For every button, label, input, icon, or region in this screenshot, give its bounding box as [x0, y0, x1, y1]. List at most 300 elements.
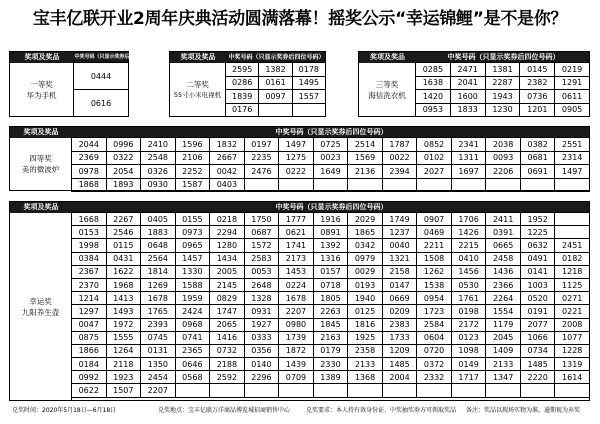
prize4-number: 0681 — [520, 151, 555, 165]
prize3-number: 2287 — [485, 76, 520, 90]
prize4-number: 2136 — [348, 165, 383, 179]
prize4-number: 1275 — [279, 151, 314, 165]
prize5-number: 1409 — [486, 344, 521, 357]
prize5-row — [72, 292, 590, 305]
prize5-number: 1777 — [279, 213, 314, 226]
prize5-number — [520, 384, 555, 397]
prize5-number: 0646 — [175, 358, 210, 371]
prize4-number — [486, 178, 521, 192]
prize5-number: 1457 — [175, 252, 210, 265]
prize5-number: 1485 — [520, 358, 555, 371]
prize4-header-label: 奖项及奖品 — [23, 128, 59, 136]
prize4-number — [451, 178, 486, 192]
prize2-numbers — [225, 62, 326, 117]
prize5-number: 0621 — [279, 226, 314, 239]
prize4-number: 1596 — [175, 138, 210, 152]
prize3-number: 0219 — [555, 63, 590, 77]
prize4-row — [72, 138, 590, 152]
prize3-number: 2471 — [450, 63, 485, 77]
prize5-row — [72, 318, 590, 331]
prize3-number: 0285 — [416, 63, 451, 77]
prize5-number: 1209 — [382, 344, 417, 357]
prize5-number: 0891 — [313, 226, 348, 239]
prize3-header-label: 奖项及奖品 — [370, 53, 405, 61]
footer-note: 备注：奖品以现场实物为准，逾期视为弃奖 — [466, 407, 581, 414]
prize5-number: 1765 — [141, 305, 176, 318]
prize5-number: 1316 — [313, 252, 348, 265]
prize2-number: 2595 — [226, 63, 259, 77]
prize5-number: 0405 — [141, 213, 176, 226]
prize3-number: 0736 — [520, 90, 555, 104]
prize4-number: 0403 — [210, 178, 245, 192]
prize4-number: 0691 — [520, 165, 555, 179]
prize5-number: 0153 — [72, 226, 107, 239]
prize5-row — [72, 331, 590, 344]
prize5-number: 1622 — [106, 265, 141, 278]
prize5-number — [244, 384, 279, 397]
prize5-number: 1297 — [72, 305, 107, 318]
prize5-number: 1968 — [106, 278, 141, 291]
prize5-number: 0980 — [279, 318, 314, 331]
prize5-number: 0184 — [72, 358, 107, 371]
prize5-number: 1456 — [451, 265, 486, 278]
prize4-numbers-header: 中奖号码（只显示奖券后四位号码） — [275, 128, 388, 136]
prize5-number: 1614 — [555, 371, 590, 384]
prize5-number: 0218 — [210, 213, 245, 226]
prize5-number: 0224 — [279, 278, 314, 291]
prize5-number: 1179 — [486, 318, 521, 331]
prize5-number: 1264 — [106, 344, 141, 357]
prize5-number: 1538 — [417, 278, 452, 291]
prize2-number: 1382 — [259, 63, 292, 77]
prize5-number: 1845 — [313, 318, 348, 331]
prize3-row — [416, 63, 590, 77]
prize4-number: 0852 — [417, 138, 452, 152]
prize5-number: 0372 — [417, 358, 452, 371]
prize2-number: 0176 — [226, 103, 259, 117]
prize5-number: 1866 — [72, 344, 107, 357]
prize4-number: 1893 — [106, 178, 141, 192]
prize5-number: 1368 — [348, 371, 383, 384]
prize5-number: 1280 — [210, 239, 245, 252]
prize5-number: 2458 — [486, 252, 521, 265]
prize2-number: 1495 — [292, 76, 325, 90]
prize5-number: 0973 — [175, 226, 210, 239]
prize3-row — [416, 103, 590, 117]
prize5-number: 1959 — [175, 292, 210, 305]
prize5-number: 2211 — [417, 239, 452, 252]
prize5-number: 2005 — [210, 265, 245, 278]
prize3-number: 1381 — [485, 63, 520, 77]
prize5-number: 1749 — [382, 213, 417, 226]
prize4-number: 0197 — [244, 138, 279, 152]
prize5-number: 2564 — [141, 252, 176, 265]
prize5-number: 1453 — [279, 265, 314, 278]
prize5-number: 2133 — [348, 358, 383, 371]
prize4-row — [72, 151, 590, 165]
prize1-numbers — [73, 62, 129, 117]
prize5-number: 2393 — [141, 318, 176, 331]
prize5-number: 2207 — [279, 305, 314, 318]
prize5-number: 1328 — [244, 292, 279, 305]
prize4-number: 1497 — [279, 138, 314, 152]
prize5-number: 1814 — [141, 265, 176, 278]
prize5-number: 1485 — [382, 358, 417, 371]
prize3-number: 1291 — [555, 76, 590, 90]
prize5-number: 1747 — [210, 305, 245, 318]
prize5-number — [175, 384, 210, 397]
prize5-number: 1761 — [451, 292, 486, 305]
prize4-gift: 美的微波炉 — [21, 165, 60, 174]
prize4-number: 2514 — [348, 138, 383, 152]
prize5-number: 0155 — [175, 213, 210, 226]
prize5-number: 2045 — [486, 331, 521, 344]
prize5-row — [72, 384, 590, 397]
prize5-number: 2264 — [486, 292, 521, 305]
prize5-number: 2454 — [141, 371, 176, 384]
prize5-number: 2207 — [141, 384, 176, 397]
prize2-label-cell — [170, 63, 226, 116]
prize5-number: 0632 — [520, 239, 555, 252]
prize5-number: 1066 — [520, 331, 555, 344]
prize1-label-cell — [10, 63, 74, 116]
prize5-number: 2029 — [348, 213, 383, 226]
prize5-number: 0734 — [520, 344, 555, 357]
prize2-row — [226, 76, 326, 90]
prize5-number: 0141 — [520, 265, 555, 278]
prize2-row — [226, 90, 326, 104]
prize4-block — [9, 126, 590, 191]
prize4-name: 四等奖 — [29, 154, 52, 163]
prize5-number: 1330 — [175, 265, 210, 278]
prize5-number: 1678 — [279, 292, 314, 305]
prize3-number: 0611 — [555, 90, 590, 104]
prize5-row — [72, 344, 590, 357]
prize5-number: 1416 — [210, 331, 245, 344]
prize5-number: 0520 — [520, 292, 555, 305]
prize5-number: 1678 — [141, 292, 176, 305]
prize5-number: 1750 — [244, 213, 279, 226]
prize5-number: 2065 — [210, 318, 245, 331]
prize5-number: 1816 — [348, 318, 383, 331]
prize4-number — [555, 178, 590, 192]
prize5-number: 1389 — [313, 371, 348, 384]
prize4-number: 2206 — [486, 165, 521, 179]
prize5-number: 0131 — [141, 344, 176, 357]
prize5-number: 0115 — [106, 239, 141, 252]
prize4-number: 0222 — [279, 165, 314, 179]
prize2-number — [259, 103, 292, 117]
prize5-number: 1972 — [106, 318, 141, 331]
prize4-number: 1569 — [348, 151, 383, 165]
prize5-number: 0221 — [555, 305, 590, 318]
prize5-number: 0179 — [313, 344, 348, 357]
prize4-number: 0102 — [417, 151, 452, 165]
prize5-number: 1439 — [279, 358, 314, 371]
prize5-number: 1436 — [486, 265, 521, 278]
prize5-number: 0965 — [175, 239, 210, 252]
prize5-number: 2583 — [244, 252, 279, 265]
prize5-number: 2008 — [555, 318, 590, 331]
prize4-number — [279, 178, 314, 192]
prize5-number: 2267 — [106, 213, 141, 226]
prize3-block — [358, 51, 590, 117]
prize5-number: 0342 — [348, 239, 383, 252]
prize3-number: 1943 — [485, 90, 520, 104]
prize4-number — [348, 178, 383, 192]
footer-place: 兑奖地点：宝丰亿联万洋商品博览城招商销售中心 — [158, 407, 291, 414]
prize5-number — [348, 384, 383, 397]
prize5-number: 0669 — [382, 292, 417, 305]
prize5-number: 1872 — [279, 344, 314, 357]
prize5-number: 0745 — [141, 331, 176, 344]
prize3-number: 1201 — [520, 103, 555, 117]
prize5-name: 幸运奖 — [29, 296, 52, 306]
prize2-gift: 55寸小米电视机 — [173, 90, 222, 99]
prize5-number: 2263 — [313, 305, 348, 318]
prize5-number: 2158 — [382, 265, 417, 278]
prize5-number: 0604 — [417, 331, 452, 344]
prize5-number: 0198 — [451, 305, 486, 318]
prize5-number: 0992 — [72, 371, 107, 384]
prize5-number: 0047 — [72, 318, 107, 331]
prize5-number — [382, 384, 417, 397]
prize2-number: 0286 — [226, 76, 259, 90]
prize5-number: 0140 — [244, 358, 279, 371]
prize2-number: 0178 — [292, 63, 325, 77]
prize5-number: 2215 — [451, 239, 486, 252]
prize5-number: 0053 — [244, 265, 279, 278]
prize3-number: 0145 — [520, 63, 555, 77]
prize4-number: 0725 — [313, 138, 348, 152]
prize4-number: 2038 — [486, 138, 521, 152]
prize2-row — [226, 63, 326, 77]
prize5-number: 1237 — [382, 226, 417, 239]
prize4-number: 1311 — [451, 151, 486, 165]
prize2-number: 0161 — [259, 76, 292, 90]
prize4-number: 2548 — [141, 151, 176, 165]
prize5-number: 0979 — [348, 252, 383, 265]
prize5-number: 1865 — [348, 226, 383, 239]
prize4-number: 1649 — [313, 165, 348, 179]
prize5-number: 2163 — [313, 331, 348, 344]
prize5-number: 1225 — [520, 226, 555, 239]
prize5-number: 2451 — [555, 239, 590, 252]
prize5-number: 0968 — [175, 318, 210, 331]
prize5-number: 1916 — [313, 213, 348, 226]
prize5-number: 1717 — [451, 371, 486, 384]
prize5-number: 1077 — [555, 331, 590, 344]
prize5-number: 2173 — [279, 252, 314, 265]
prize5-number: 2383 — [382, 318, 417, 331]
prize5-number: 0157 — [313, 265, 348, 278]
prize5-number: 1392 — [313, 239, 348, 252]
prize3-number: 0905 — [555, 103, 590, 117]
prize5-row — [72, 213, 590, 226]
prize5-number: 1925 — [348, 331, 383, 344]
prize5-number: 0193 — [348, 278, 383, 291]
prize1-name: 一等奖 — [30, 79, 53, 89]
prize4-number: 0093 — [486, 151, 521, 165]
prize5-number: 0622 — [72, 384, 107, 397]
prize4-number: 0382 — [520, 138, 555, 152]
prize4-number: 2551 — [555, 138, 590, 152]
prize5-number: 2546 — [106, 226, 141, 239]
prize3-row — [416, 90, 590, 104]
prize4-number: 2054 — [106, 165, 141, 179]
prize3-number: 2041 — [450, 76, 485, 90]
prize5-number: 1741 — [279, 239, 314, 252]
prize5-number — [210, 384, 245, 397]
prize3-number: 1833 — [450, 103, 485, 117]
prize5-number: 1733 — [382, 331, 417, 344]
prize5-row — [72, 239, 590, 252]
prize4-number — [313, 178, 348, 192]
prize5-number: 2366 — [486, 278, 521, 291]
prize4-row — [72, 178, 590, 192]
footer-time: 兑奖时间：2020年5月18日—6月18日 — [12, 407, 117, 414]
prize3-label-cell — [359, 63, 416, 116]
prize4-number: 0023 — [313, 151, 348, 165]
prize5-number: 2332 — [417, 371, 452, 384]
prize4-number: 2044 — [72, 138, 107, 152]
prize5-number: 2424 — [175, 305, 210, 318]
prize5-number: 0384 — [72, 252, 107, 265]
prize4-number: 0022 — [382, 151, 417, 165]
page-title: 宝丰亿联开业2周年庆典活动圆满落幕！摇奖公示“幸运锦鲤”是不是你？ — [32, 9, 568, 29]
prize5-number: 1228 — [555, 344, 590, 357]
prize5-number: 2648 — [244, 278, 279, 291]
prize5-number: 0191 — [520, 305, 555, 318]
prize5-number: 2358 — [348, 344, 383, 357]
prize5-number: 1426 — [451, 226, 486, 239]
prize5-number: 0391 — [486, 226, 521, 239]
prize5-row — [72, 226, 590, 239]
prize5-number: 1940 — [348, 292, 383, 305]
prize5-number: 1723 — [417, 305, 452, 318]
prize5-number: 1262 — [417, 265, 452, 278]
prize4-number: 2476 — [244, 165, 279, 179]
prize4-label-cell — [10, 138, 72, 190]
prize5-number: 0491 — [520, 252, 555, 265]
prize5-number: 1321 — [382, 252, 417, 265]
prize5-number: 1706 — [451, 213, 486, 226]
prize4-number: 2341 — [451, 138, 486, 152]
prize5-number: 2188 — [210, 358, 245, 371]
prize4-numbers — [71, 137, 590, 192]
prize5-number — [555, 213, 590, 226]
prize5-number: 1998 — [72, 239, 107, 252]
prize5-number — [451, 384, 486, 397]
prize5-number: 1269 — [141, 278, 176, 291]
prize4-number: 1868 — [72, 178, 107, 192]
prize5-number — [486, 384, 521, 397]
prize1-number: 0616 — [74, 90, 129, 117]
prize4-number: 1587 — [175, 178, 210, 192]
prize5-number — [417, 384, 452, 397]
prize4-number: 0042 — [210, 165, 245, 179]
prize1-header-label: 奖项及奖品 — [24, 53, 60, 61]
prize5-number: 0431 — [106, 252, 141, 265]
prize4-number: 1497 — [555, 165, 590, 179]
prize5-numbers-header: 中奖号码（只显示奖券后四位号码） — [275, 203, 388, 211]
prize2-number — [292, 103, 325, 117]
prize5-number: 0410 — [451, 252, 486, 265]
prize5-numbers — [71, 212, 590, 398]
prize2-number: 1557 — [292, 90, 325, 104]
prize5-number: 0954 — [417, 292, 452, 305]
prize5-number — [279, 384, 314, 397]
prize3-row — [416, 76, 590, 90]
prize5-number: 0469 — [417, 226, 452, 239]
prize3-number: 1600 — [450, 90, 485, 104]
prize4-number: 2314 — [555, 151, 590, 165]
prize4-number: 2410 — [141, 138, 176, 152]
prize3-numbers-header: 中奖号码（只显示奖券后四位号码） — [447, 53, 560, 61]
prize5-number: 0040 — [382, 239, 417, 252]
prize5-row — [72, 278, 590, 291]
prize5-number: 0732 — [210, 344, 245, 357]
prize1-gift: 华为手机 — [26, 90, 57, 100]
prize2-row — [226, 103, 326, 117]
prize5-number: 1554 — [486, 305, 521, 318]
prize5-number: 1214 — [72, 292, 107, 305]
prize4-number: 0930 — [141, 178, 176, 192]
prize5-number: 1805 — [313, 292, 348, 305]
prize1-numbers-header: 中奖号码（只显示奖券后四位号码） — [74, 54, 130, 71]
prize2-number: 0097 — [259, 90, 292, 104]
prize5-number: 0029 — [348, 265, 383, 278]
prize5-row — [72, 371, 590, 384]
prize5-number: 0648 — [141, 239, 176, 252]
prize5-number: 2220 — [520, 371, 555, 384]
prize3-number: 0953 — [416, 103, 451, 117]
prize4-number: 0996 — [106, 138, 141, 152]
prize5-number: 0125 — [348, 305, 383, 318]
prize5-label-cell — [10, 213, 72, 400]
prize4-number: 0326 — [141, 165, 176, 179]
prize5-row — [72, 265, 590, 278]
prize5-number: 2004 — [382, 371, 417, 384]
prize5-number — [555, 384, 590, 397]
prize4-number — [417, 178, 452, 192]
prize4-number: 2252 — [175, 165, 210, 179]
prize5-number: 2077 — [520, 318, 555, 331]
prize5-row — [72, 252, 590, 265]
prize3-number: 2382 — [520, 76, 555, 90]
prize4-number: 2667 — [210, 151, 245, 165]
prize3-numbers — [415, 62, 590, 117]
prize5-number: 1347 — [486, 371, 521, 384]
prize5-number: 0665 — [486, 239, 521, 252]
prize5-number: 2296 — [244, 371, 279, 384]
prize5-number: 0530 — [451, 278, 486, 291]
prize5-number: 1003 — [520, 278, 555, 291]
prize2-name: 二等奖 — [186, 79, 209, 89]
prize5-number: 0720 — [417, 344, 452, 357]
prize2-header-label: 奖项及奖品 — [180, 53, 216, 61]
prize5-number: 1098 — [451, 344, 486, 357]
prize5-number: 1125 — [555, 278, 590, 291]
prize5-number: 0209 — [382, 305, 417, 318]
prize2-number: 1839 — [226, 90, 259, 104]
prize5-number: 1739 — [279, 331, 314, 344]
prize5-number: 0182 — [555, 252, 590, 265]
prize5-number: 1493 — [106, 305, 141, 318]
prize5-number: 0709 — [279, 371, 314, 384]
prize4-number: 2235 — [244, 151, 279, 165]
prize5-number: 2172 — [451, 318, 486, 331]
